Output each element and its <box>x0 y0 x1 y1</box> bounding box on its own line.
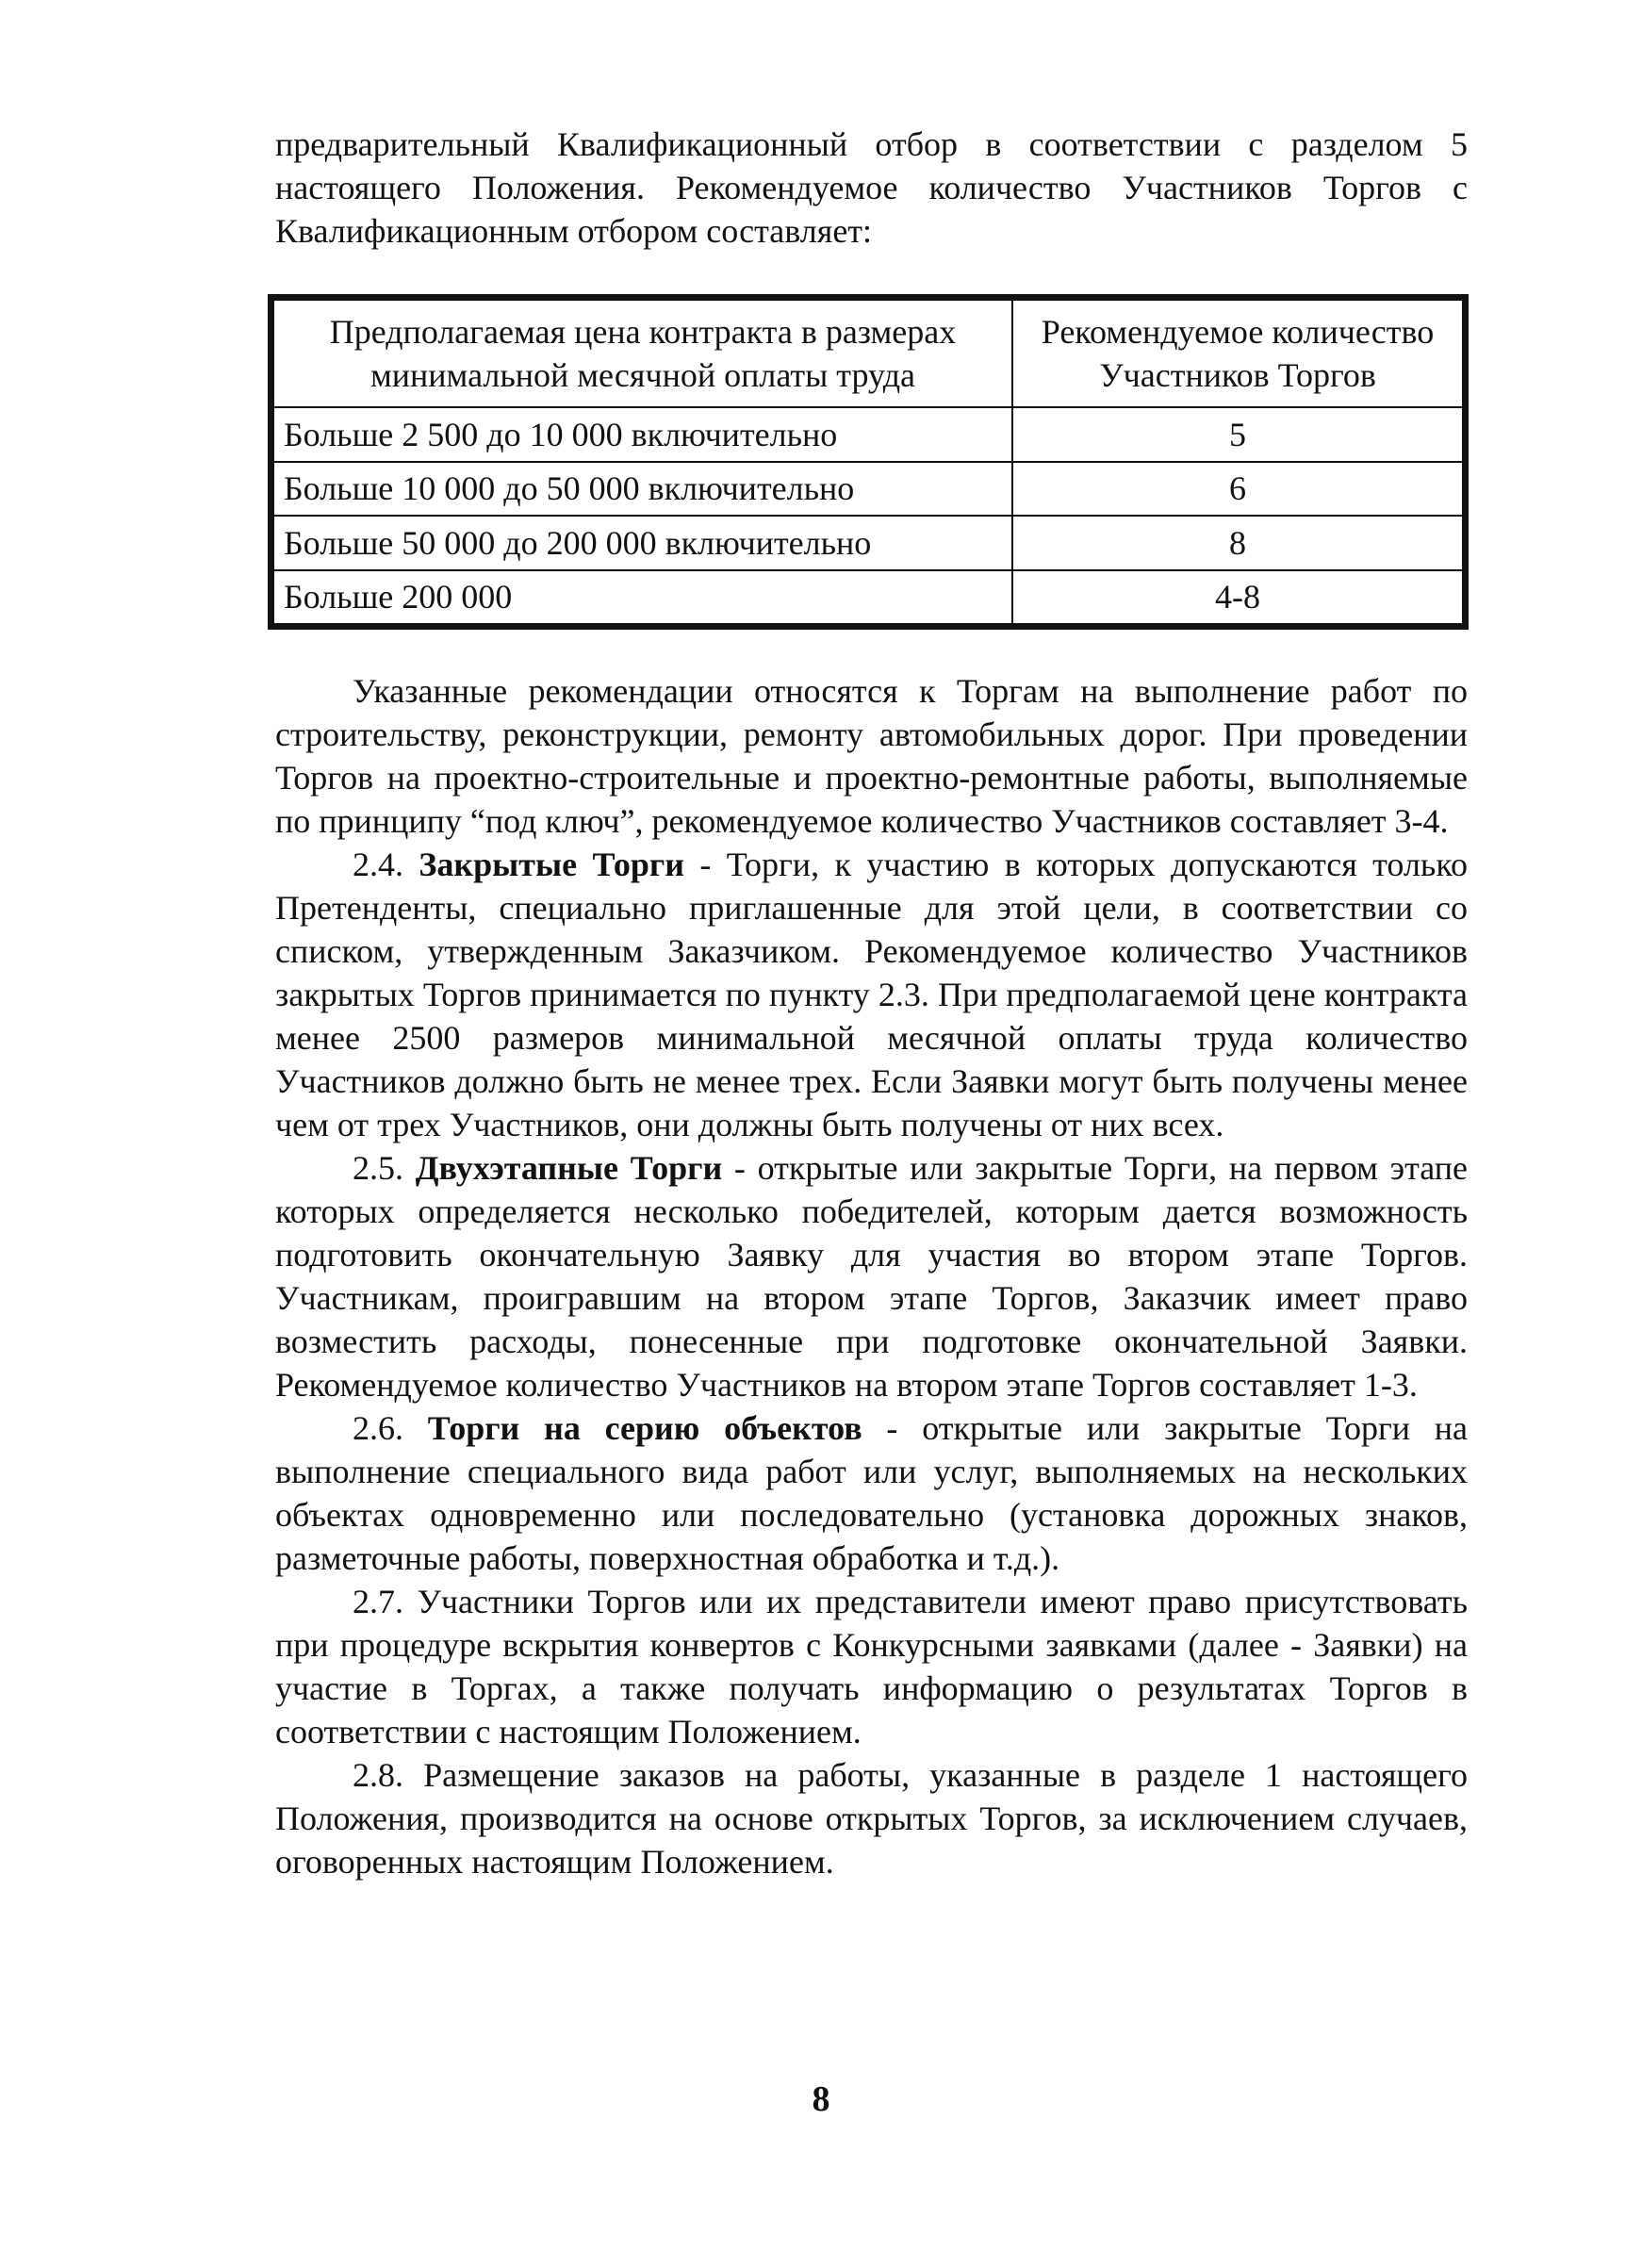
table-row <box>273 570 1463 625</box>
table-cell-range: Больше 10 000 до 50 000 включительно <box>273 462 1012 517</box>
section-number: 2.6. <box>353 1409 403 1447</box>
table-cell-range: Больше 50 000 до 200 000 включительно <box>273 516 1012 570</box>
table-cell-count: 5 <box>1012 407 1463 462</box>
participants-table-grid <box>272 299 1464 625</box>
table-cell-range: Больше 2 500 до 10 000 включительно <box>273 407 1012 462</box>
section-term: Двухэтапные Торги <box>415 1149 723 1187</box>
section-term: Торги на серию объектов <box>427 1409 862 1447</box>
table-row <box>273 462 1463 517</box>
section-text: Размещение заказов на работы, указанные в разделе 1 настоящего Положения, производится на основе открытых Торгов, за исключением случаев, оговоренных настоящим Положением. <box>275 1756 1468 1881</box>
table-cell-count: 8 <box>1012 516 1463 570</box>
table-header-row <box>273 300 1463 407</box>
section-text: - Торги, к участию в которых допускаются только Претенденты, специально приглашенные для этой цели, в соответствии со списком, утвержденным Заказчиком. Рекомендуемое количество Участников закрытых Торгов принимается по пункту 2.3. При предполагаемой цене контракта менее 2500 размеров минимальной месячной оплаты труда количество Участников должно быть не менее трех. Если Заявки могут быть получены менее чем от трех Участников, они должны быть получены от них всех. <box>275 846 1469 1143</box>
table-cell-count: 4-8 <box>1012 570 1463 625</box>
intro-paragraph: предварительный Квалификационный отбор в соответствии с разделом 5 настоящего Положения. Рекомендуемое количество Участников Торгов с Квалификационным отбором составляет: <box>275 125 1468 250</box>
table-cell-range: Больше 200 000 <box>273 570 1012 625</box>
table-header-count: Рекомендуемое количество Участников Торгов <box>1012 300 1463 407</box>
section-2-8 <box>275 1753 1468 1883</box>
page-number: 8 <box>812 2079 830 2119</box>
section-number: 2.4. <box>353 846 403 883</box>
section-2-4 <box>275 843 1468 1146</box>
section-text: - открытые или закрытые Торги на выполнение специального вида работ или услуг, выполняемых на нескольких объектах одновременно или последовательно (установка дорожных знаков, разметочные работы, поверхностная обработка и т.д.). <box>275 1409 1469 1577</box>
participants-table <box>268 294 1469 630</box>
intro-paragraph-block <box>275 123 1468 253</box>
section-number: 2.8. <box>353 1756 403 1794</box>
table-header-price: Предполагаемая цена контракта в размерах минимальной месячной оплаты труда <box>273 300 1012 407</box>
section-number: 2.7. <box>353 1583 403 1620</box>
table-row <box>273 516 1463 570</box>
recommendations-paragraph: Указанные рекомендации относятся к Торгам на выполнение работ по строительству, реконструкции, ремонту автомобильных дорог. При проведении Торгов на проектно-строительные и проектно-ремонтные работы, выполняемые по принципу “под ключ”, рекомендуемое количество Участников составляет 3-4. <box>275 672 1468 840</box>
section-number: 2.5. <box>353 1149 403 1187</box>
body-text-block <box>275 669 1468 1883</box>
section-2-5 <box>275 1146 1468 1406</box>
section-text: Участники Торгов или их представители имеют право присутствовать при процедуре вскрытия конвертов с Конкурсными заявками (далее - Заявки) на участие в Торгах, а также получать информацию о результатах Торгов в соответствии с настоящим Положением. <box>275 1583 1468 1750</box>
section-2-6 <box>275 1406 1468 1580</box>
table-cell-count: 6 <box>1012 462 1463 517</box>
section-2-7 <box>275 1580 1468 1753</box>
section-term: Закрытые Торги <box>419 846 684 883</box>
section-text: - открытые или закрытые Торги, на первом этапе которых определяется несколько победителей, которым дается возможность подготовить окончательную Заявку для участия во втором этапе Торгов. Участникам, проигравшим на втором этапе Торгов, Заказчик имеет право возместить расходы, понесенные при подготовке окончательной Заявки. Рекомендуемое количество Участников на втором этапе Торгов составляет 1-3. <box>275 1149 1468 1404</box>
table-row <box>273 407 1463 462</box>
